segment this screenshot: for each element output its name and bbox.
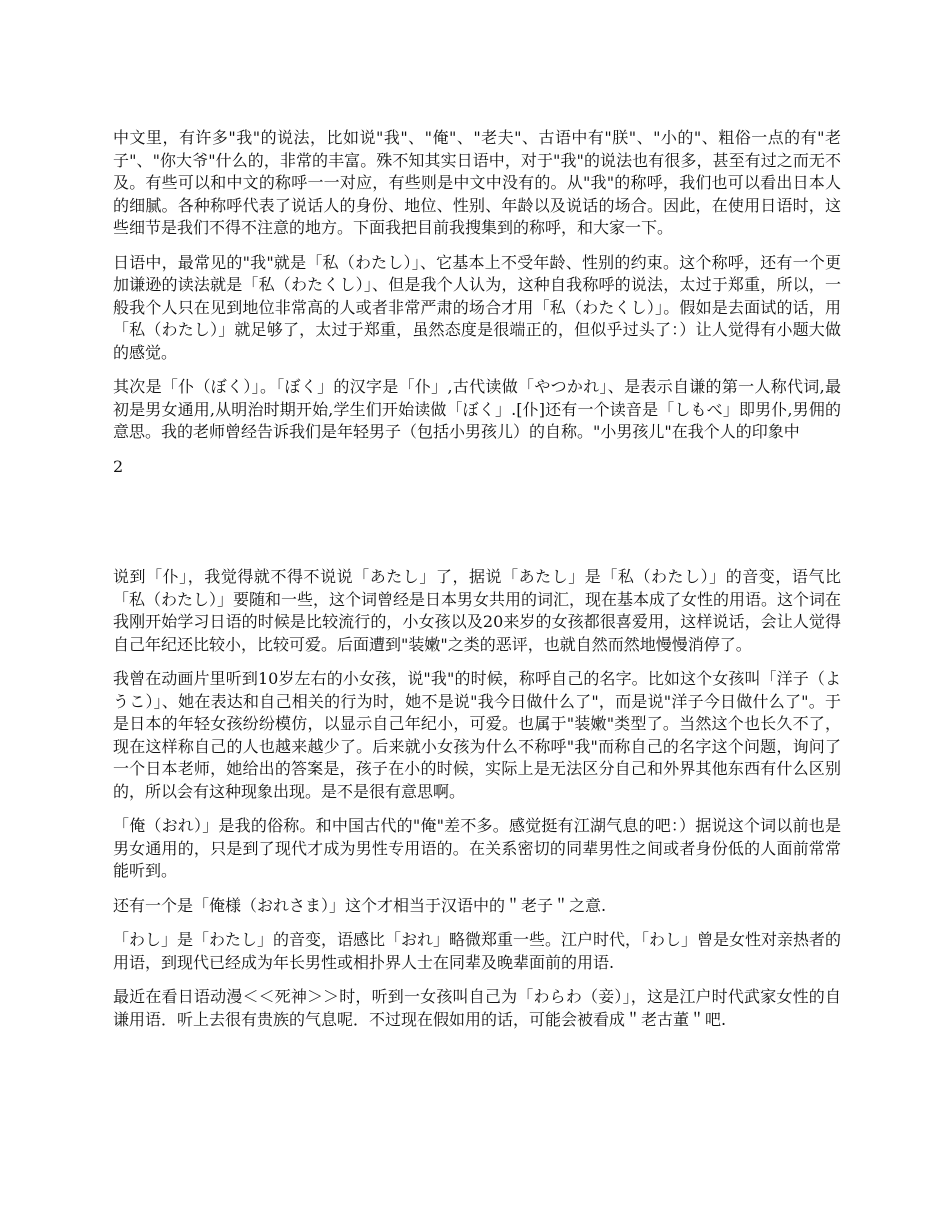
paragraph-washi: 「わし」是「わたし」的音变，语感比「おれ」略微郑重一些。江户时代，「わし」曾是女性对亲热者的用语，到现代已经成为年长男性或相扑界人士在同辈及晚辈面前的用语. <box>113 930 842 972</box>
paragraph-boku: 其次是「仆（ぼく）」。「ぼく」的汉字是「仆」,古代读做「やつかれ」、是表示自谦的第一人称代词,最初是男女通用,从明治时期开始,学生们开始读做「ぼく」.[仆]还有一个读音是「しもべ」即男仆,男佣的意思。我的老师曾经告诉我们是年轻男子（包括小男孩儿）的自称。"小男孩儿"在我个人的印象中 <box>113 377 841 441</box>
page-number: 2 <box>113 456 124 476</box>
paragraph-own-name: 我曾在动画片里听到10岁左右的小女孩，说"我"的时候，称呼自己的名字。比如这个女孩叫「洋子（ようこ）」、她在表达和自己相关的行为时，她不是说"我今日做什么了"，而是说"洋子今日做什么了"。于是日本的年轻女孩纷纷模仿，以显示自己年纪小，可爱。也属于"装嫩"类型了。当然这个也长久不了，现在这样称自己的人也越来越少了。后来就小女孩为什么不称呼"我"而称自己的名字这个问题，询问了一个日本老师，她给出的答案是，孩子在小的时候，实际上是无法区分自己和外界其他东西有什么区别的，所以会有这种现象出现。是不是很有意思啊。 <box>113 669 841 801</box>
paragraph-ore: 「俺（おれ）」是我的俗称。和中国古代的"俺"差不多。感觉挺有江湖气息的吧：）据说这个词以前也是男女通用的，只是到了现代才成为男性专用语的。在关系密切的同辈男性之间或者身份低的人面前常常能听到。 <box>113 816 841 880</box>
document-section-2 <box>113 566 841 1043</box>
paragraph-intro: 中文里，有许多"我"的说法，比如说"我"、"俺"、"老夫"、古语中有"朕"、"小的"、粗俗一点的有"老子"、"你大爷"什么的，非常的丰富。殊不知其实日语中，对于"我"的说法也有很多，甚至有过之而无不及。有些可以和中文的称呼一一对应，有些则是中文中没有的。从"我"的称呼，我们也可以看出日本人的细腻。各种称呼代表了说话人的身份、地位、性别、年龄以及说话的场合。因此，在使用日语时，这些细节是我们不得不注意的地方。下面我把目前我搜集到的称呼，和大家一下。 <box>113 128 841 237</box>
document-section-1 <box>113 127 841 490</box>
paragraph-oresama: 还有一个是「俺様（おれさま）」这个才相当于汉语中的＂老子＂之意. <box>113 895 607 915</box>
paragraph-atashi: 说到「仆」，我觉得就不得不说说「あたし」了，据说「あたし」是「私（わたし）」的音变，语气比「私（わたし）」要随和一些，这个词曾经是日本男女共用的词汇，现在基本成了女性的用语。这个词在我刚开始学习日语的时候是比较流行的，小女孩以及20来岁的女孩都很喜爱用，这样说话，会让人觉得自己年纪还比较小，比较可爱。后面遭到"装嫩"之类的恶评，也就自然而然地慢慢消停了。 <box>113 567 842 654</box>
paragraph-watashi: 日语中，最常见的"我"就是「私（わたし）」、它基本上不受年龄、性别的约束。这个称呼，还有一个更加谦逊的读法就是「私（わたくし）」、但是我个人认为，这种自我称呼的说法，太过于郑重，所以，一般我个人只在见到地位非常高的人或者非常严肃的场合才用「私（わたくし）」。假如是去面试的话，用「私（わたし）」就足够了，太过于郑重，虽然态度是很端正的，但似乎过头了：）让人觉得有小题大做的感觉。 <box>113 252 841 362</box>
paragraph-warawa: 最近在看日语动漫＜＜死神＞＞时，听到一女孩叫自己为「わらわ（妾）」，这是江户时代武家女性的自谦用语．听上去很有贵族的气息呢．不过现在假如用的话，可能会被看成＂老古董＂吧. <box>113 987 841 1029</box>
